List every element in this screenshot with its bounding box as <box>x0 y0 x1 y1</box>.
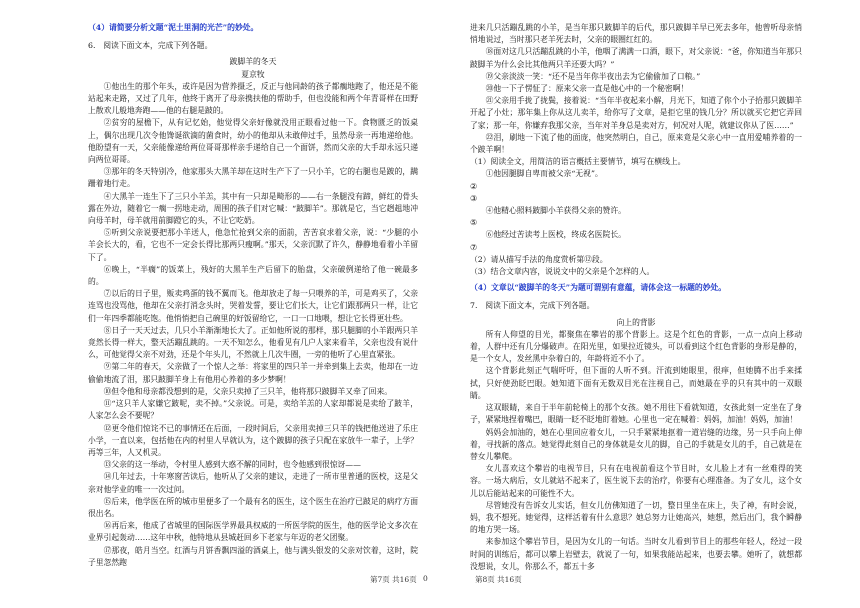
paragraph: ⑦以后的日子里，贩卖鸡蛋的钱不翼而飞。他却放走了每一只喂养的羊，可是鸡买了，父亲连骂也没骂他，他却在父亲打消念头时，哭着发誓，要让它们长大，让它们跟那两只一样，让它们一年四季都能吃饱。他悄悄把自己碗里的好饭留给它，一口一口地喂，想让它长得更壮些。 <box>88 289 418 323</box>
paragraph: ⑭几年过去，十年寒窗苦读后，他听从了父亲的建议，走进了一所市里普通的医校，这是父亲对他学业的唯一一次过问。 <box>88 472 418 494</box>
paragraph: ⑰那夜，皓月当空。红酒与月饼香飘四溢的酒桌上，他与满头银发的父亲对饮着，这时，院子里忽然跑 <box>88 545 418 567</box>
paragraph: ③ <box>470 193 477 203</box>
q4-prompt-right: （4）文章以“跛脚羊的冬天”为题可谓别有意蕴，请体会这一标题的妙处。 <box>470 283 727 293</box>
paragraph: 这个背影此刻正气喘吁吁，但下面的人听不到。汗流到她眼里，很痒，但她腾不出手来揉拭，只好使劲眨巴眼。她知道下面有无数双目光在注视自己，而她最在乎的只有其中的一双眼睛。 <box>470 366 802 400</box>
paragraph: 女儿喜欢这个攀岩的电视节目，只有在电视前看这个节目时，女儿脸上才有一丝难得的笑容。一场大病后，女儿就站不起来了，医生说下去的治疗，你要有心理准备。为了女儿，这个女儿以后能站起来的可能性不大。 <box>470 464 802 498</box>
paragraph: ⑤ <box>470 218 477 228</box>
paragraph: 进来几只活蹦乱跳的小羊，是当年那只跛脚羊的后代，那只跛脚羊早已死去多年，他曾听母亲悄悄地说过，当时那只老羊死去时，父亲的眼圈红红的。 <box>470 23 802 45</box>
paragraph: ㉑父亲用手拢了拢鬓，接着说：“当年半夜起来小解，月光下，知道了你个小子拾那只跛脚羊开起了小灶；那年集上你从这儿卖羊，给你写了文章，是拒它里的钱几分？所以就买它把它弄回了家；那一年，你嫌弃我那父亲，当年对羊身总是卖对方，何况对人呢，就建议你从了医……” <box>470 96 802 130</box>
right-paragraphs <box>470 22 802 278</box>
paragraph: ⑱面对这几只活蹦乱跳的小羊，他咽了满满一口酒，眼下，对父亲说：“爸，你知道当年那只跛脚羊为什么会比其他两只羊还要大吗？” <box>470 47 802 69</box>
left-paragraphs <box>88 81 418 569</box>
paragraph: ⑮后来，他学医在所的城市里便多了一个最有名的医生，这个医生在治疗已跛足的病疗方面很出名。 <box>88 496 418 518</box>
paragraph: ⑫更令他们惊诧不已的事情还在后面，一段时间后，父亲用卖掉三只羊的钱把他送进了乐庄小学，一直以来，包括他在内的村里人早就认为，这个跛脚的孩子只配在家放牛一辈子，上学？再等三年，人又机灵。 <box>88 423 418 457</box>
paragraph: 妈妈会加油的，她在心里回应着女儿，一只手紧紧地抠着一道岩缝的边缘，另一只手向上伸着，寻找新的落点。她觉得此刻自己的身体就是女儿的脚，自己的手就是女儿的手，自己就是在替女儿攀爬。 <box>470 427 802 461</box>
paragraph: ②贫穷的屋檐下，从有记忆始，他觉得父亲好像就没用正眼看过他一下。食物匮乏的饭桌上，偶尔出现几次令他馋诞欲滴的菌食时，幼小的他却从未敢伸过手，虽然母亲一再地递给他。他盼望有一天，父亲能像递给两位哥哥那样亲手递给自己一个面饼，然而父亲的大手却永远只递向两位哥哥。 <box>88 118 418 165</box>
essay-title: 跛脚羊的冬天 <box>229 57 277 67</box>
paragraph: ⑯再后来，他成了省城里的国际医学界最具权威的一所医学院的医生，他的医学论文多次在业界引起轰动……这年中秋，他特地从县城赶回乡下老家与年迈的老父团聚。 <box>88 521 418 543</box>
paragraph: ④大黑羊一连生下了三只小羊羔，其中有一只却是畸形的——右一条腿没有蹄，鲜红的骨头露在外边，随着它一瘸一拐地走动，周围的孩子们对它喊：“跛脚羊”。那就是它，当它趔趄地冲向母羊时，母羊就用前脚蹬它的头，不让它吃奶。 <box>88 191 418 226</box>
page-separator: 0 <box>423 574 428 583</box>
q6-intro: 6. 阅读下面文本，完成下列各题。 <box>88 41 213 51</box>
right-paragraphs-2 <box>470 329 802 573</box>
paragraph: ①他出生的那个年头，或许是因为营养摄乏，反正与他同龄的孩子都瘸地跑了，他还是不能站起来走路，又过了几年，他终于离开了母亲携扶他的帮助手，但也没能和两个年青哥样在田野上散欢儿般地奔跑——他的右腿是跛的。 <box>88 81 418 116</box>
paragraph: （3）结合文章内容，说说文中的父亲是个怎样的人。 <box>470 267 655 277</box>
paragraph: ㉒泪，刷地一下流了他的面庞，他突然明白，自己，原来竟是父亲心中一直用爱哺养着的一个跛羊啊！ <box>470 132 802 155</box>
paragraph: ⑩但令他和母亲都没想到的是，父亲只卖掉了三只羊，他将那只跛脚羊又牵了回来。 <box>103 386 393 396</box>
paragraph: ⑪“这只羊人家嫌它跛呢，卖不掉。”父亲说。可是，卖给羊羔的人家却都说是卖给了跛羊，人家怎么会不要呢？ <box>88 399 418 421</box>
paragraph: 来参加这个攀岩节目，是因为女儿的一句话。当时女儿看到节目上的那些年轻人，经过一段时间的训练后，都可以攀上岩壁去，就说了一句，如果我能站起来，也要去攀。她听了，就想都没想说，女儿，你那么不，都五十多 <box>470 537 802 571</box>
paragraph: ⑥他经过苦读考上医校，终成名医院长。 <box>485 230 626 240</box>
paragraph: 尽管她没有告诉女儿实话，但女儿仿佛知道了一切，整日里坐在床上，失了神，有时会说，妈，我不想死。她觉得，这样活着有什么意思？她总努力让她高兴，她想，然后出门，我个瞬静的地方哭一场。 <box>470 500 802 535</box>
paragraph: ③那年的冬天特别冷，他家那头大黑羊却在这时生产下了一只小羊，它的右腿也是跛的，蹒跚着地行走。 <box>88 167 418 189</box>
left-column <box>88 22 418 569</box>
paragraph: ⑬父亲的这一举动，令村里人感到大惑不解的同时，也令他感到很惊讶—— <box>103 460 361 470</box>
paragraph: ④他精心照料跛脚小羊获得父亲的赞许。 <box>485 206 626 216</box>
q4-prompt-left: （4）请简要分析文题“泥土里洞的光芒”的妙处。 <box>88 23 259 32</box>
essay-author: 夏京牧 <box>241 69 265 79</box>
paragraph: ⑨第二年的春天，父亲做了一个惊人之举：将家里的四只羊一并牵到集上去卖，他却在一边偷偷地流了泪，那只跛脚羊身上有他用心养着的多少梦啊！ <box>88 362 418 384</box>
left-page-number: 第7页 共16页 <box>370 575 417 584</box>
right-page-number: 第8页 共16页 <box>475 575 522 584</box>
paragraph: ⑳他一下子愣怔了：原来父亲一直是他心中的一个秘密啊！ <box>485 84 689 94</box>
paragraph: ⑧日子一天天过去，几只小羊渐渐地长大了。正如他所说的那样，那只腿脚的小羊跟两只羊竟然长得一样大，整天活蹦乱跳的。一天不知怎么，他看见有几户人家来看羊，父亲也没有说什么，可他觉得父亲不对劲，还是个年头儿，不然就上几次牛圈，一旁的他听了心里直紧张。 <box>88 325 418 360</box>
paragraph: ①他因腿脚自卑而被父亲“无视”。 <box>485 169 603 179</box>
paragraph: ⑲父亲淡淡一笑：“还不是当年你半夜出去为它偷偷加了口粮。” <box>485 71 701 81</box>
paragraph: ⑥晚上，“半瘸”的饭菜上，残好的大黑羊生产后留下的胎盘，父亲破例递给了他一碗最多的。 <box>88 264 418 287</box>
paragraph: ② <box>470 181 477 191</box>
paragraph: （2）请从描写手法的角度赏析第⑫段。 <box>470 254 608 264</box>
right-column <box>470 22 802 573</box>
q7-intro: 7. 阅读下面文本，完成下列各题。 <box>470 301 595 311</box>
paragraph: 所有人仰望的目光，都聚焦在攀岩的那个背影上。这是个红色的背影，一点一点向上移动着，人群中还有几分爆破声。在阳光里，如果拉近镜头，可以看到这个红色背影的身形是静的，是一个女人，发丝黑中杂着白的，年龄将近不小了。 <box>470 329 802 364</box>
paragraph: ⑤听到父亲说要把那小羊送人，他急忙抢到父亲的面前，苦苦哀求着父亲，说：“少腿的小羊会长大的，看，它也不一定会长得比那两只瘦啊。”那天，父亲沉默了许久，静静地看着小羊留下了。 <box>88 228 418 262</box>
paragraph: ⑦ <box>470 242 477 252</box>
paragraph: （1）阅读全文，用简洁的语言概括主要情节，填写在横线上。 <box>470 157 686 167</box>
paragraph: 这双眼睛，来自于半年前轮椅上的那个女孩。她不用往下看就知道，女孩此刻一定坐在了身子，紧紧地捏着嘴巴，眼睛一眨不眨地盯着她。心里也一定在喊着：妈妈，加油！妈妈，加油！ <box>470 403 802 425</box>
essay2-title: 向上的背影 <box>616 317 656 327</box>
